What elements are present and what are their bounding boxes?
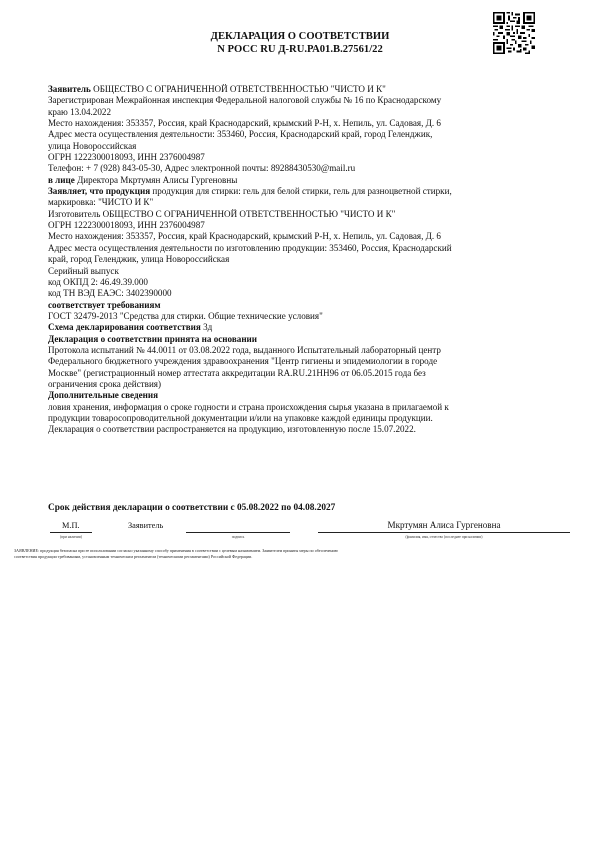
scheme-label: Схема декларирования соответствия [48,322,201,333]
stamp-label: М.П. [62,521,80,530]
statement-note-line-1: ЗАЯВЛЕНИЕ: продукция безопасна при ее использовании согласно указанному способу применения в соответствии с целевым назначением. Заявителем приняты меры по обеспечению [14,548,338,553]
statement-note [14,548,584,559]
activity-address-line-1: Адрес места осуществления деятельности: 353460, Россия, Краснодарский край, город Геленджик, [48,129,433,140]
title-line-1: ДЕКЛАРАЦИЯ О СООТВЕТСТВИИ [210,31,390,42]
applicant-name: ОБЩЕСТВО С ОГРАНИЧЕННОЙ ОТВЕТСТВЕННОСТЬЮ "ЧИСТО И К" [93,84,386,94]
basis-label: Декларация о соответствии принята на основании [48,333,258,344]
person-line [48,175,568,186]
basis-line-4: ограничения срока действия) [48,378,162,389]
signature-line [186,532,290,533]
basis-line-3: Москве" (регистрационный номер аттестата аккредитации RA.RU.21НН96 от 06.05.2015 года без [48,367,426,378]
document-title [150,30,450,56]
scheme-value: 3д [203,322,213,333]
basis-line-2: Федерального бюджетного учреждения здравоохранения "Центр гигиены и эпидемиологии в городе [48,356,438,367]
stamp-caption: (при наличии) [60,535,82,539]
stamp-line [50,532,92,533]
production-address-line-2: край, город Геленджик, улица Новороссийская [48,254,230,265]
serial-production: Серийный выпуск [48,265,119,276]
manufacturer-ogrn: ОГРН 1222300018093, ИНН 2376004987 [48,220,205,231]
person-label: в лице [48,174,75,185]
signature-caption: подпись [231,535,245,539]
okpd-code: код ОКПД 2: 46.49.39.000 [48,276,148,287]
basis-line-1: Протокола испытаний № 44.0011 от 03.08.2022 года, выданного Испытательный лабораторный центр [48,344,441,355]
product-marking: маркировка: "ЧИСТО И К" [48,197,154,208]
declares-line [48,186,568,197]
applicant-line [48,84,568,95]
production-address-line-1: Адрес места осуществления деятельности по изготовлению продукции: 353460, Россия, Краснодарский [48,242,452,253]
signer-name-caption: (фамилия, имя, отчество (последнее при наличии) [405,535,483,539]
additional-label: Дополнительные сведения [48,390,159,401]
additional-line-2: продукции товаросопроводительной документации и/или на упаковке каждой единицы продукции. [48,412,433,423]
declares-value: продукция для стирки: гель для белой стирки, гель для разноцветной стирки, [152,186,452,197]
applicant-contacts: Телефон: + 7 (928) 843-05-30, Адрес электронной почты: 89288430530@mail.ru [48,163,356,174]
applicant-location: Место нахождения: 353357, Россия, край Краснодарский, крымский Р-Н, х. Непиль, ул. Садовая, Д. 6 [48,118,441,129]
requirements-value: ГОСТ 32479-2013 "Средства для стирки. Общие технические условия" [48,310,323,321]
manufacturer-location: Место нахождения: 353357, Россия, край Краснодарский, крымский Р-Н, х. Непиль, ул. Садовая, Д. 6 [48,231,441,242]
statement-note-line-2: соответствия продукции требованиям, установленным техническим регламентом (техническими регламентами) Российской Федерации. [14,553,253,559]
registered-line-1: Зарегистрирован Межрайонная инспекция Федеральной налоговой службы № 16 по Краснодарскому [48,95,442,106]
additional-line-1: ловия хранения, информация о сроке годности и страна происхождения сырья указана в прилагаемой к [48,401,449,412]
signer-name-line [318,532,570,533]
validity-period: Срок действия декларации о соответствии с 05.08.2022 по 04.08.2027 [48,503,336,513]
applicant-label: Заявитель [48,84,91,94]
registered-line-2: краю 13.04.2022 [48,106,111,117]
qr-code-icon [493,12,535,54]
manufacturer-line: Изготовитель ОБЩЕСТВО С ОГРАНИЧЕННОЙ ОТВЕТСТВЕННОСТЬЮ "ЧИСТО И К" [48,208,396,219]
additional-line-3: Декларация о соответствии распространяется на продукцию, изготовленную после 15.07.2022. [48,424,416,435]
applicant-signature-label: Заявитель [128,521,164,530]
tnved-code: код ТН ВЭД ЕАЭС: 3402390000 [48,288,172,299]
declares-label: Заявляет, что продукция [48,186,151,197]
declaration-body [48,84,568,436]
activity-address-line-2: улица Новороссийская [48,140,137,151]
person-value: Директора Мкртумян Алисы Гургеновны [77,174,238,185]
applicant-ogrn: ОГРН 1222300018093, ИНН 2376004987 [48,152,205,163]
title-line-2: N РОСС RU Д-RU.РА01.В.27561/22 [217,44,383,55]
signer-name: Мкртумян Алиса Гургеновна [387,520,501,530]
scheme-line [48,322,568,333]
requirements-label: соответствует требованиям [48,299,161,310]
